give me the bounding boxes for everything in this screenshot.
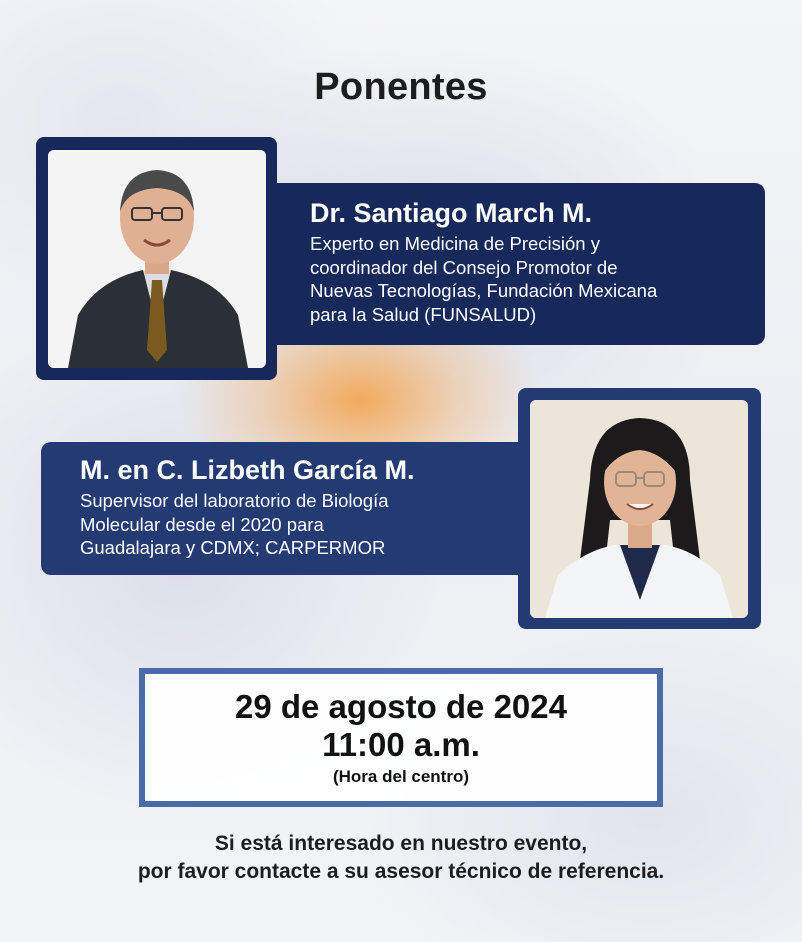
speaker-1-details	[310, 196, 760, 326]
event-timezone: (Hora del centro)	[332, 767, 470, 786]
page-title: Ponentes	[314, 66, 488, 108]
speaker-2-description: Supervisor del laboratorio de Biología Molecular desde el 2020 para Guadalajara y CDMX; CARPERMOR	[80, 490, 389, 558]
speaker-2-details	[80, 453, 520, 560]
contact-note: Si está interesado en nuestro evento, por favor contacte a su asesor técnico de referencia.	[137, 832, 665, 883]
speaker-1-name: Dr. Santiago March M.	[310, 198, 593, 228]
speaker-2-name: M. en C. Lizbeth García M.	[80, 455, 415, 485]
speaker-1-description: Experto en Medicina de Precisión y coordinador del Consejo Promotor de Nuevas Tecnologías, Fundación Mexicana para la Salud (FUNSALUD)	[310, 233, 658, 325]
speaker-1-photo	[48, 150, 266, 368]
event-date-box	[139, 668, 663, 807]
speaker-2-photo	[530, 400, 748, 618]
event-time: 11:00 a.m.	[322, 726, 480, 763]
event-date: 29 de agosto de 2024	[235, 688, 567, 725]
